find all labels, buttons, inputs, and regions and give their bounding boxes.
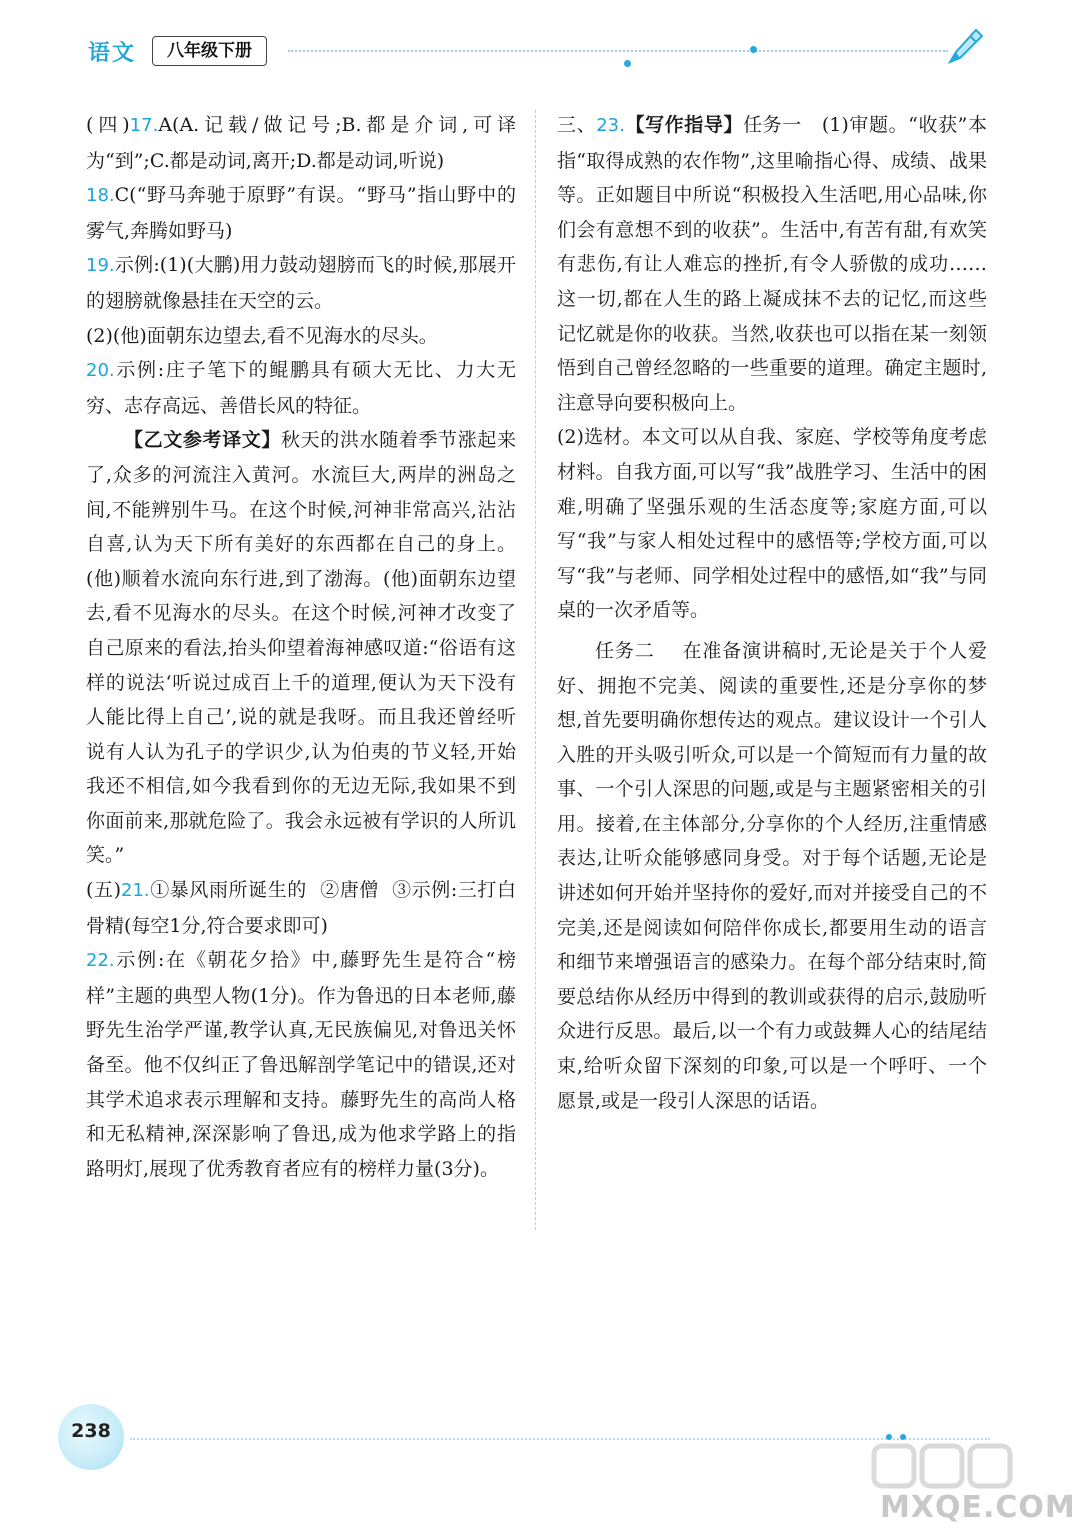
answer-23-task1-review xyxy=(557,108,987,420)
page-header xyxy=(0,0,1030,80)
answer-text: A(A.记载/做记号;B.都是介词,可译为“到”;C.都是动词,离开;D.都是动词,听说) xyxy=(86,114,517,172)
answer-17 xyxy=(86,108,516,178)
question-number: 21. xyxy=(121,880,150,902)
watermark-url: MXQE.COM xyxy=(880,1490,1076,1525)
left-column xyxy=(86,108,516,1186)
section-prefix: (五) xyxy=(86,879,121,902)
task2-text: 在准备演讲稿时,无论是关于个人爱好、拥抱不完美、阅读的重要性,还是分享你的梦想,首先要明确你想传达的观点。建议设计一个引人入胜的开头吸引听众,可以是一个简短而有力量的故事、一个引人深思的问题,或是与主题紧密相关的引用。接着,在主体部分,分享你的个人经历,注重情感表达,让听众能够感同身受。对于每个话题,无论是讲述如何开始并坚持你的爱好,而对并接受自己的不完美,还是阅读如何陪伴你成长,都要用生动的语言和细节来增强语言的感染力。在每个部分结束时,简要总结你从经历中得到的教训或获得的启示,鼓励听众进行反思。最后,以一个有力或鼓舞人心的结尾结束,给听众留下深刻的印象,可以是一个呼吁、一个愿景,或是一段引人深思的话语。 xyxy=(557,639,987,1112)
header-dotted-line xyxy=(288,50,948,52)
answer-20 xyxy=(86,353,516,423)
subject-label: 语文 xyxy=(88,41,137,66)
task1-material-text: (2)选材。本文可以从自我、家庭、学校等角度考虑材料。自我方面,可以写“我”战胜学习、生活中的困难,明确了坚强乐观的生活态度等;家庭方面,可以写“我”与家人相处过程中的感悟等;学校方面,可以写“我”与老师、同学相处过程中的感悟,如“我”与同桌的一次矛盾等。 xyxy=(557,426,987,622)
question-number: 18. xyxy=(86,185,115,207)
answer-21 xyxy=(86,873,516,943)
task1-label: 任务一 xyxy=(743,114,802,136)
answer-23-task1-material xyxy=(557,420,987,628)
answer-text: C(“野马奔驰于原野”有误。“野马”指山野中的雾气,奔腾如野马) xyxy=(86,184,516,242)
question-number: 20. xyxy=(86,360,115,382)
answer-text: (2)(他)面朝东边望去,看不见海水的尽头。 xyxy=(86,324,438,347)
answer-text: ①暴风雨所诞生的 ②唐僧 ③示例:三打白骨精(每空1分,符合要求即可) xyxy=(86,879,517,937)
task1-review-text: (1)审题。“收获”本指“取得成熟的农作物”,这里喻指心得、成绩、战果等。正如题目中所说“积极投入生活吧,用心品味,你们会有意想不到的收获”。生活中,有苦有甜,有欢笑有悲伤,有让人难忘的挫折,有令人骄傲的成功……这一切,都在人生的路上凝成抹不去的记忆,而这些记忆就是你的收获。当然,收获也可以指在某一刻领悟到自己曾经忽略的一些重要的道理。确定主题时,注意导向要积极向上。 xyxy=(557,114,987,414)
translation-title: 【乙文参考译文】 xyxy=(124,429,282,452)
column-divider xyxy=(535,110,536,1230)
question-number: 23. xyxy=(596,115,625,136)
answer-text: 示例:(1)(大鹏)用力鼓动翅膀而飞的时候,那展开的翅膀就像悬挂在天空的云。 xyxy=(86,254,516,312)
question-number: 19. xyxy=(86,255,115,277)
translation-text: 秋天的洪水随着季节涨起来了,众多的河流注入黄河。水流巨大,两岸的洲岛之间,不能辨别牛马。在这个时候,河神非常高兴,沾沾自喜,认为天下所有美好的东西都在自己的身上。(他)顺着水流向东行进,到了渤海。(他)面朝东边望去,看不见海水的尽头。在这个时候,河神才改变了自己原来的看法,抬头仰望着海神感叹道:“俗语有这样的说法‘听说过成百上千的道理,便认为天下没有人能比得上自己’,说的就是我呀。而且我还曾经听说有人认为孔子的学识少,认为伯夷的节义轻,开始我还不相信,如今我看到你的无边无际,我如果不到你面前来,那就危险了。我会永远被有学识的人所讥笑。” xyxy=(86,429,516,867)
section-prefix: (四) xyxy=(86,114,130,136)
answer-23-task2 xyxy=(557,634,987,1118)
header-dot xyxy=(750,46,757,53)
answer-22 xyxy=(86,943,516,1186)
answer-19-part2 xyxy=(86,319,516,354)
question-number: 17. xyxy=(129,115,159,136)
answer-18 xyxy=(86,178,516,248)
pen-icon xyxy=(940,22,988,70)
answer-19 xyxy=(86,248,516,318)
question-number: 22. xyxy=(86,950,115,972)
answer-text: 示例:在《朝花夕拾》中,藤野先生是符合“榜样”主题的典型人物(1分)。作为鲁迅的日本老师,藤野先生治学严谨,教学认真,无民族偏见,对鲁迅关怀备至。他不仅纠正了鲁迅解剖学笔记中的错误,还对其学术追求表示理解和支持。藤野先生的高尚人格和无私精神,深深影响了鲁迅,成为他求学路上的指路明灯,展现了优秀教育者应有的榜样力量(3分)。 xyxy=(86,949,516,1180)
task2-label: 任务二 xyxy=(595,639,655,662)
section-prefix: 三、 xyxy=(557,114,597,136)
header-dot xyxy=(624,60,631,67)
page-number: 238 xyxy=(71,1420,111,1442)
answer-text: 示例:庄子笔下的鲲鹏具有硕大无比、力大无穷、志存高远、善借长风的特征。 xyxy=(86,359,516,417)
translation-paragraph xyxy=(86,423,516,873)
writing-guide-title: 【写作指导】 xyxy=(624,114,744,136)
grade-label: 八年级下册 xyxy=(152,36,267,66)
right-column xyxy=(557,108,987,1118)
footer-dotted-line xyxy=(130,1438,990,1440)
